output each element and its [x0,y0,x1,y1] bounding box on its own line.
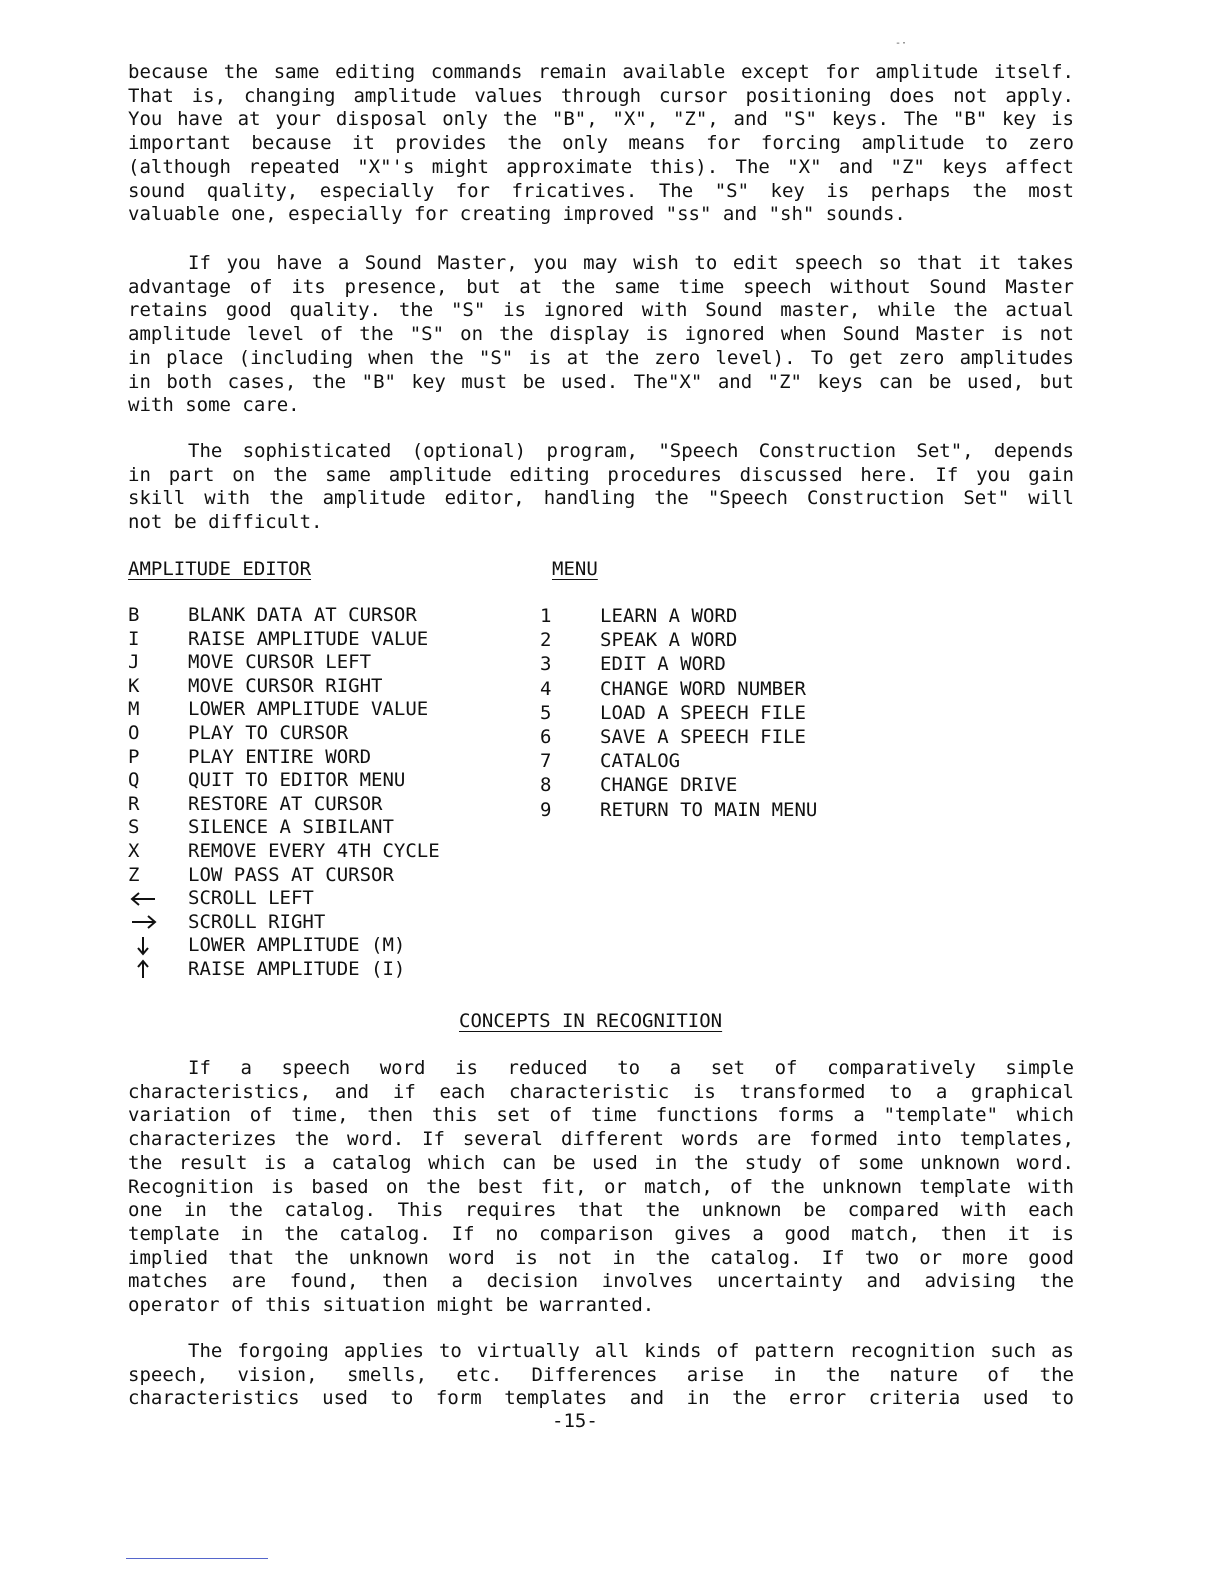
right-arrow-icon [128,911,168,935]
paragraph-sound-master [128,252,1074,418]
menu-description: CATALOG [600,750,681,773]
command-key: M [128,698,140,721]
command-row [128,722,488,746]
paragraph-editing-commands [128,61,1074,227]
command-description: PLAY ENTIRE WORD [188,745,372,768]
command-row [128,698,488,722]
left-arrow-icon [128,887,168,911]
text-line: characteristics used to form templates and in the error criteria used to [128,1387,1074,1410]
command-description: LOW PASS AT CURSOR [188,863,394,886]
text-line: because the same editing commands remain available except for amplitude itself. [128,61,1074,83]
command-row [128,958,488,982]
concepts-heading: CONCEPTS IN RECOGNITION [459,1010,723,1032]
command-key: K [128,674,140,697]
command-row [128,887,488,911]
command-description: SILENCE A SIBILANT [188,816,394,839]
text-line: operator of this situation might be warranted. [128,1294,655,1317]
command-row [128,840,488,864]
menu-description: SAVE A SPEECH FILE [600,725,806,748]
menu-row [540,604,860,628]
menu-row [540,677,860,701]
text-line: not be difficult. [128,511,323,534]
command-row [128,793,488,817]
menu-number: 4 [540,677,552,700]
down-arrow-icon [128,934,168,958]
footnote-rule [126,1558,268,1559]
page-number: -15- [552,1410,598,1432]
text-line: with some care. [128,394,300,417]
command-key: R [128,792,140,815]
text-line: in place (including when the "S" is at the zero level). To get zero amplitudes [128,346,1074,369]
command-description: LOWER AMPLITUDE VALUE [188,698,429,721]
command-description: SCROLL RIGHT [188,910,326,933]
text-line: advantage of its presence, but at the same time speech without Sound Master [128,275,1074,298]
command-description: REMOVE EVERY 4TH CYCLE [188,839,440,862]
menu-number: 2 [540,629,552,652]
text-line: matches are found, then a decision involves uncertainty and advising the [128,1270,1074,1293]
menu-row [540,725,860,749]
command-key: P [128,745,140,768]
menu-description: RETURN TO MAIN MENU [600,798,818,821]
text-line: implied that the unknown word is not in the catalog. If two or more good [128,1246,1074,1269]
command-key: I [128,627,140,650]
command-key: J [128,651,140,674]
menu-row [540,773,860,797]
command-description: PLAY TO CURSOR [188,721,349,744]
paragraph-pattern-recognition [128,1340,1074,1411]
command-row [128,816,488,840]
text-line: speech, vision, smells, etc. Differences arise in the nature of the [128,1363,1074,1386]
text-line: If a speech word is reduced to a set of comparatively simple [188,1057,1074,1079]
paragraph-recognition-concepts [128,1057,1074,1318]
command-key: Z [128,863,140,886]
command-row [128,769,488,793]
text-line: valuable one, especially for creating improved "ss" and "sh" sounds. [128,203,906,226]
corner-mark: -· [895,38,908,49]
command-key: O [128,721,140,744]
command-description: SCROLL LEFT [188,887,314,910]
menu-row [540,652,860,676]
menu-description: CHANGE WORD NUMBER [600,677,806,700]
text-line: sound quality, especially for fricatives. The "S" key is perhaps the most [128,179,1074,202]
command-description: QUIT TO EDITOR MENU [188,769,406,792]
text-line: The forgoing applies to virtually all kinds of pattern recognition such as [188,1340,1074,1362]
text-line: template in the catalog. If no comparison gives a good match, then it is [128,1222,1074,1245]
menu-description: LEARN A WORD [600,605,738,627]
menu-number: 8 [540,774,552,797]
menu-description: CHANGE DRIVE [600,774,738,797]
menu-number: 1 [540,605,552,627]
text-line: characteristics, and if each characteristic is transformed to a graphical [128,1080,1074,1103]
text-line: retains good quality. the "S" is ignored with Sound master, while the actual [128,299,1074,322]
text-line: characterizes the word. If several different words are formed into templates, [128,1128,1074,1151]
command-row [128,604,488,628]
menu-description: EDIT A WORD [600,653,726,676]
command-row [128,651,488,675]
menu-row [540,798,860,822]
up-arrow-icon [128,958,168,982]
text-line: You have at your disposal only the "B", "X", "Z", and "S" keys. The "B" key is [128,108,1074,131]
text-line: skill with the amplitude editor, handling the "Speech Construction Set" will [128,487,1074,510]
command-description: LOWER AMPLITUDE (M) [188,934,406,957]
command-row [128,675,488,699]
text-line: (although repeated "X"'s might approximate this). The "X" and "Z" keys affect [128,155,1074,178]
command-row [128,628,488,652]
command-description: RAISE AMPLITUDE (I) [188,957,406,980]
text-line: important because it provides the only means for forcing amplitude to zero [128,132,1074,155]
command-row [128,911,488,935]
command-key: X [128,839,140,862]
text-line: one in the catalog. This requires that the unknown be compared with each [128,1199,1074,1222]
menu-number: 3 [540,653,552,676]
command-description: RAISE AMPLITUDE VALUE [188,627,429,650]
menu-heading: MENU [552,558,598,580]
command-row [128,934,488,958]
text-line: the result is a catalog which can be used in the study of some unknown word. [128,1151,1074,1174]
text-line: amplitude level of the "S" on the display is ignored when Sound Master is not [128,323,1074,346]
text-line: in part on the same amplitude editing procedures discussed here. If you gain [128,463,1074,486]
menu-row [540,749,860,773]
command-row [128,864,488,888]
menu-row [540,628,860,652]
command-description: BLANK DATA AT CURSOR [188,604,417,626]
command-row [128,746,488,770]
command-key: B [128,604,140,626]
menu-item-list [540,604,860,822]
text-line: If you have a Sound Master, you may wish to edit speech so that it takes [188,252,1074,274]
text-line: variation of time, then this set of time functions forms a "template" which [128,1104,1074,1127]
amplitude-editor-heading: AMPLITUDE EDITOR [128,558,312,580]
command-key: S [128,816,140,839]
menu-description: LOAD A SPEECH FILE [600,701,806,724]
command-description: MOVE CURSOR LEFT [188,651,372,674]
menu-row [540,701,860,725]
editor-command-list [128,604,488,982]
text-line: The sophisticated (optional) program, "Speech Construction Set", depends [188,440,1074,462]
menu-number: 7 [540,750,552,773]
menu-description: SPEAK A WORD [600,629,738,652]
text-line: That is, changing amplitude values through cursor positioning does not apply. [128,84,1074,107]
command-key: Q [128,769,140,792]
menu-number: 5 [540,701,552,724]
menu-number: 6 [540,725,552,748]
command-description: MOVE CURSOR RIGHT [188,674,383,697]
text-line: Recognition is based on the best fit, or match, of the unknown template with [128,1175,1074,1198]
text-line: in both cases, the "B" key must be used. The"X" and "Z" keys can be used, but [128,370,1074,393]
menu-number: 9 [540,798,552,821]
paragraph-construction-set [128,440,1074,535]
command-description: RESTORE AT CURSOR [188,792,383,815]
